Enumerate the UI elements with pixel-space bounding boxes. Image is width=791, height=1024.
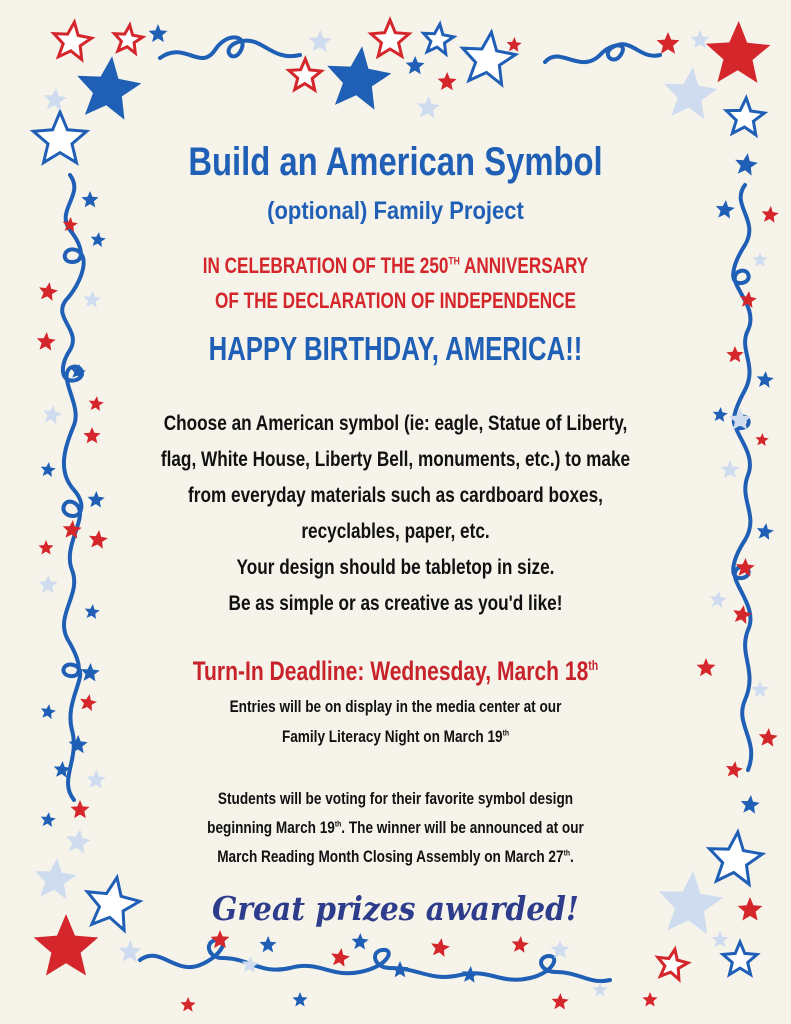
- deadline-heading: Turn-In Deadline: Wednesday, March 18th: [192, 656, 599, 686]
- body-line: Your design should be tabletop in size.: [236, 555, 555, 579]
- body-line: recyclables, paper, etc.: [301, 519, 490, 543]
- body-line: Choose an American symbol (ie: eagle, Statue of Liberty,: [163, 411, 628, 435]
- voting-line-3: March Reading Month Closing Assembly on March 27th.: [217, 847, 574, 866]
- display-line-1: Entries will be on display in the media center at our: [229, 697, 562, 716]
- flyer-subtitle: (optional) Family Project: [267, 197, 524, 225]
- birthday-heading: HAPPY BIRTHDAY, AMERICA!!: [208, 330, 583, 367]
- prizes-banner: Great prizes awarded!: [212, 889, 579, 928]
- body-line: from everyday materials such as cardboard boxes,: [188, 483, 603, 507]
- display-line-2: Family Literacy Night on March 19th: [281, 727, 510, 746]
- flyer-title: Build an American Symbol: [188, 140, 603, 184]
- body-line: Be as simple or as creative as you'd like!: [228, 591, 563, 615]
- celebration-line-2: OF THE DECLARATION OF INDEPENDENCE: [214, 288, 576, 313]
- voting-line-1: Students will be voting for their favorite symbol design: [217, 789, 574, 808]
- celebration-line-1: IN CELEBRATION OF THE 250TH ANNIVERSARY: [202, 253, 589, 278]
- body-line: flag, White House, Liberty Bell, monuments, etc.) to make: [160, 447, 631, 471]
- voting-line-2: beginning March 19th. The winner will be announced at our: [207, 818, 584, 837]
